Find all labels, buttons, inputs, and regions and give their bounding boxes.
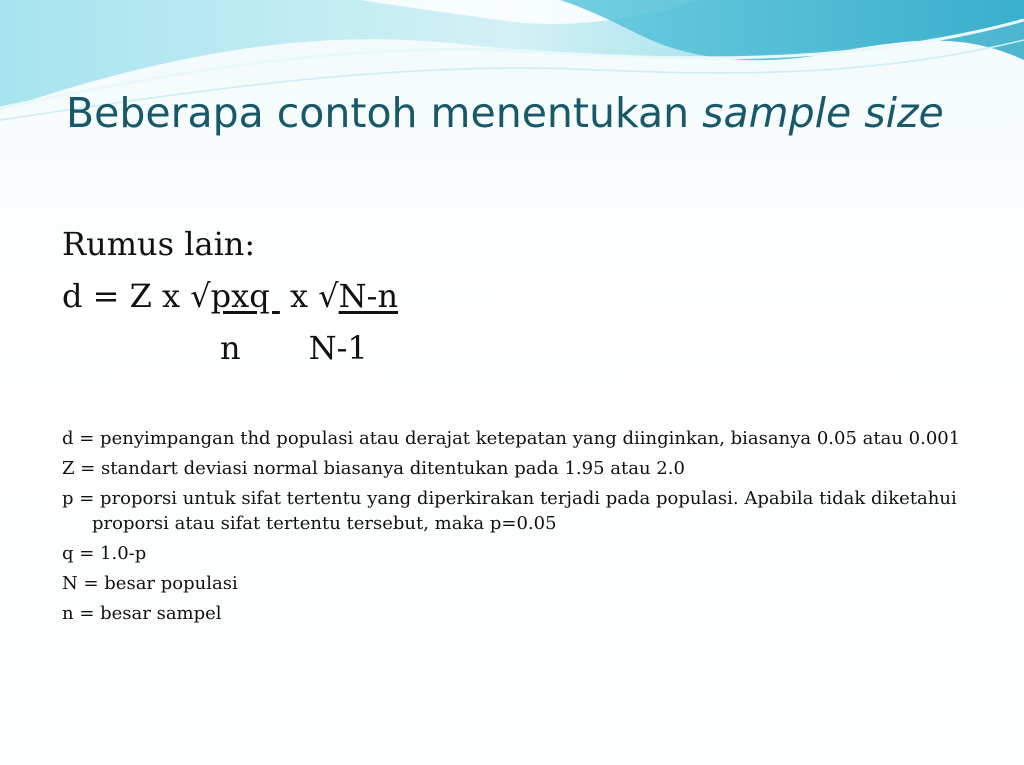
title-italic: sample size (702, 89, 944, 137)
formula-denominator-2: N-1 (308, 329, 368, 367)
slide-title (66, 82, 946, 145)
formula-middle: x √ (279, 277, 339, 315)
definition-q: q = 1.0-p (62, 543, 147, 564)
definition-small-n: n = besar sampel (62, 603, 222, 624)
formula-numerator-2: N-n (338, 277, 399, 315)
definition-big-n: N = besar populasi (62, 573, 238, 594)
formula-numerator-1: pxq (210, 277, 280, 315)
title-main: Beberapa contoh menentukan (66, 89, 703, 137)
formula-denominator-1: n (220, 329, 241, 367)
rumus-heading: Rumus lain: (62, 225, 256, 263)
definition-z: Z = standart deviasi normal biasanya ditentukan pada 1.95 atau 2.0 (62, 458, 685, 479)
formula-denominators (62, 322, 982, 374)
definitions-list (62, 426, 967, 631)
formula-section (62, 218, 982, 374)
definition-p: p = proporsi untuk sifat tertentu yang diperkirakan terjadi pada populasi. Apabila tidak diketahui proporsi atau sifat tertentu tersebut, maka p=0.05 (62, 488, 957, 534)
definition-d: d = penyimpangan thd populasi atau derajat ketepatan yang diinginkan, biasanya 0.05 atau 0.001 (62, 428, 961, 449)
formula-line (62, 270, 982, 322)
formula-lhs: d = Z x √ (62, 277, 211, 315)
